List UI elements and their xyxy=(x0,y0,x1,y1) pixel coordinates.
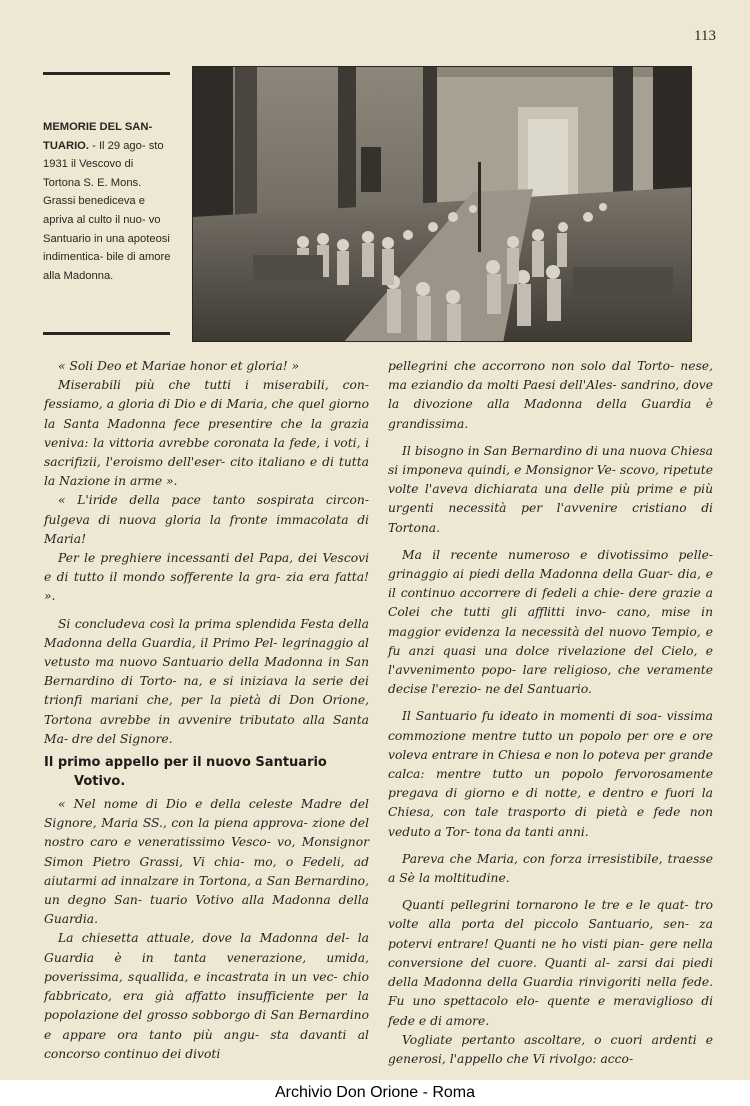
photo-illustration xyxy=(193,67,692,342)
caption-bottom-rule xyxy=(43,332,170,335)
paragraph: Vogliate pertanto ascoltare, o cuori ardenti e generosi, l'appello che Vi rivolgo: acco- xyxy=(388,1032,713,1066)
paragraph: Per le preghiere incessanti del Papa, dei Vescovi e di tutto il mondo sofferente la gra- zia era fatta! ». xyxy=(44,551,369,604)
section-heading-line1: Il primo appello per il nuovo Santuario xyxy=(44,755,327,771)
paragraph: Si concludeva così la prima splendida Festa della Madonna della Guardia, il Primo Pel- legrinaggio al vetusto ma nuovo Santuario della Madonna in San Bernardino di Torto- na, e si iniziava la serie dei trionfi mariani che, per la pietà di Don Orione, Tortona avrebbe in avvenire tributato alla Santa Ma- dre del Signore. xyxy=(44,616,369,746)
paragraph: Il bisogno in San Bernardino di una nuova Chiesa si imponeva quindi, e Monsignor Ve- scovo, ripetute volte l'aveva dichiarata una delle più prime e più urgenti necessità per l'avvenire cristiano di Tortona. xyxy=(388,443,713,535)
paragraph: Pareva che Maria, con forza irresistibile, traesse a Sè la moltitudine. xyxy=(388,851,713,886)
caption-text: - Il 29 ago- sto 1931 il Vescovo di Tortona S. E. Mons. Grassi benediceva e apriva al culto il nuo- vo Santuario in una apoteosi indimentica- bile di amore alla Madonna. xyxy=(43,139,171,282)
paragraph: « L'iride della pace tanto sospirata circon- fulgeva di nuova gloria la fronte immacolata di Maria! xyxy=(44,493,369,546)
caption-top-rule xyxy=(43,72,170,75)
paragraph: Il Santuario fu ideato in momenti di soa- vissima commozione mentre tutto un popolo per ore e ore voleva entrare in Chiesa e non lo poteva per grande calca: mentre tutto un popolo fervorosamente pregava di giorno e di notte, e dentro e fuori la Chiesa, con tale trasporto di pietà e fede non veduto a Tor- tona da tanti anni. xyxy=(388,709,713,839)
archive-footer: Archivio Don Orione - Roma xyxy=(0,1080,750,1106)
paragraph: La chiesetta attuale, dove la Madonna del- la Guardia è in tanta venerazione, umida, poverissima, squallida, e incastrata in un vec- chio fabbricato, era già affatto insufficiente per la popolazione del grosso sobborgo di San Bernardino e appare ora tanto più angu- sta davanti al concorso continuo dei divoti xyxy=(44,931,369,1061)
quote-paragraph: « Soli Deo et Mariae honor et gloria! » xyxy=(58,359,300,373)
paragraph: Ma il recente numeroso e divotissimo pelle- grinaggio ai piedi della Madonna della Guar- dia, e il continuo accorrere di fedeli a chie- dere grazie a Colei che tutti gli afflitti invo- cano, mise in maggior evidenza la necessità del nuovo Tempio, e fu anzi quasi una dolce rivelazione del Cielo, e l'avvenimento popo- lare religioso, che veramente decise l'erezio- ne del Santuario. xyxy=(388,547,713,697)
church-interior-photo xyxy=(192,66,692,342)
section-heading xyxy=(44,753,369,791)
page-number: 113 xyxy=(694,28,716,44)
paragraph: « Nel nome di Dio e della celeste Madre del Signore, Maria SS., con la piena approva- zione del nostro caro e veneratissimo Vesco- vo, Monsignor Simon Pietro Grassi, Vi chia- mo, o Fedeli, ad aiutarmi ad innalzare in Tortona, a San Bernardino, un degno San- tuario Votivo alla Madonna della Guardia. xyxy=(44,797,369,927)
right-column xyxy=(388,357,713,1069)
paragraph: Quanti pellegrini tornarono le tre e le quat- tro volte alla porta del piccolo Santuario, sen- za potervi entrare! Quanti ne ho visti pian- gere nella conversione del cuore. Quanti al- zarsi dai piedi della Madonna della Guardia rinvigoriti nella fede. Fu uno spettacolo elo- quente e meraviglioso di fede e di amore. xyxy=(388,898,713,1028)
section-heading-line2: Votivo. xyxy=(74,774,126,790)
paragraph: pellegrini che accorrono non solo dal Torto- nese, ma eziandio da molti Paesi dell'Ales- sandrino, dove la divozione alla Madonna della Guardia è grandissima. xyxy=(388,359,713,431)
caption-lead: MEMORIE DEL SAN- TUARIO. xyxy=(43,121,153,152)
paragraph: Miserabili più che tutti i miserabili, con- fessiamo, a gloria di Dio e di Maria, che quel giorno la Santa Madonna fece presentire che la grazia veniva: la vittoria avrebbe coronata la fede, i voti, i sacrifizii, l'eroismo dell'eser- cito italiano e di tutta la Nazione in arme ». xyxy=(44,378,369,489)
photo-caption xyxy=(43,118,173,285)
left-column xyxy=(44,357,369,1064)
